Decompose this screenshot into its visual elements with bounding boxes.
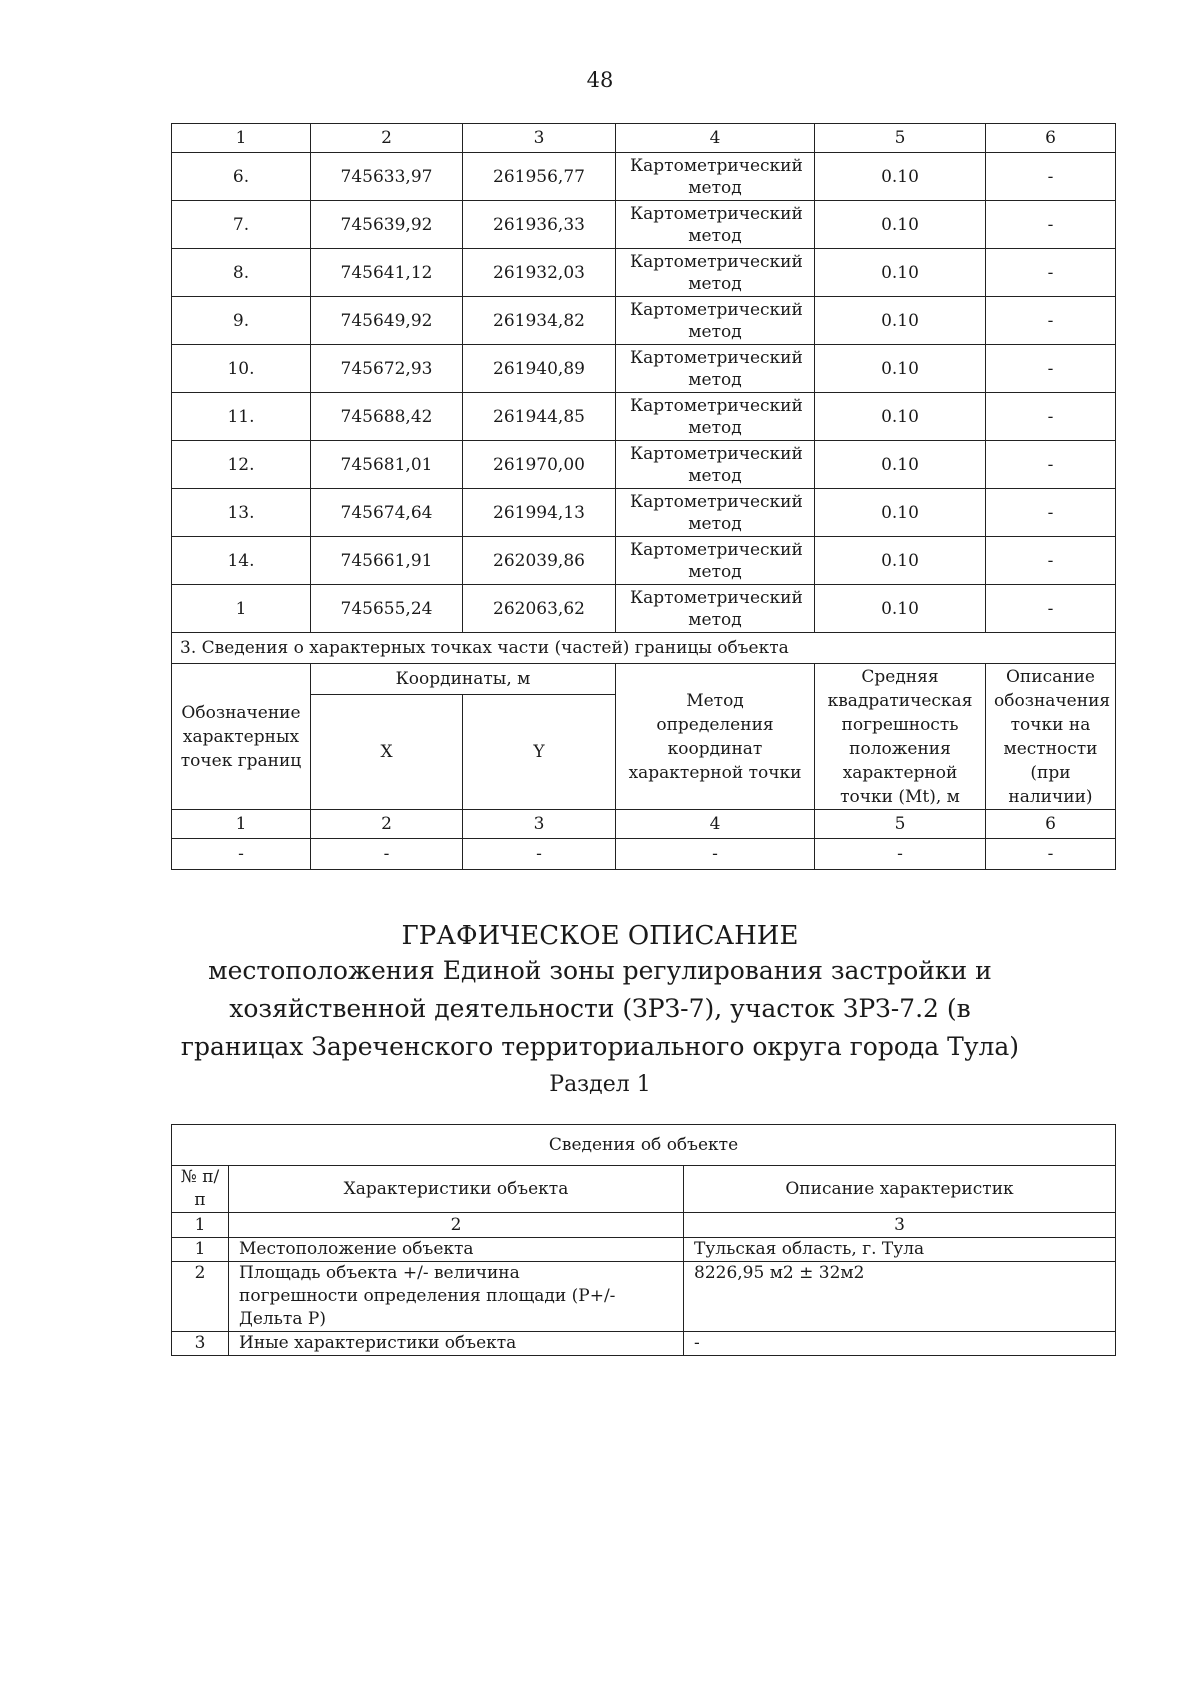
method: Картометрический метод [616,297,815,345]
characteristic: Площадь объекта +/- величина погрешности определения площади (P+/- Дельта P) [229,1262,684,1332]
method: Картометрический метод [616,489,815,537]
mt-value: 0.10 [815,537,986,585]
column-number: 2 [311,810,463,839]
column-number: 3 [684,1213,1116,1238]
column-number-row [172,1213,1116,1238]
y-coordinate: 261936,33 [463,201,616,249]
mt-value: 0.10 [815,345,986,393]
characteristic: Иные характеристики объекта [229,1332,684,1356]
y-coordinate: 261956,77 [463,153,616,201]
point-id: 9. [172,297,311,345]
page-number: 48 [586,68,614,92]
column-number: 1 [172,1213,229,1238]
column-number-row [172,810,1116,839]
method: Картометрический метод [616,153,815,201]
x-coordinate: 745655,24 [311,585,463,633]
mt-value: 0.10 [815,489,986,537]
empty-cell: - [463,839,616,870]
mt-value: 0.10 [815,393,986,441]
header-y: Y [463,695,616,810]
table-row [172,585,1116,633]
method: Картометрический метод [616,585,815,633]
method: Картометрический метод [616,201,815,249]
point-id: 6. [172,153,311,201]
object-title-row [172,1125,1116,1166]
method: Картометрический метод [616,441,815,489]
point-id: 8. [172,249,311,297]
x-coordinate: 745681,01 [311,441,463,489]
y-coordinate: 261944,85 [463,393,616,441]
object-table [171,1124,1116,1356]
object-header-row [172,1166,1116,1213]
column-number: 1 [172,124,311,153]
section-row [172,633,1116,664]
point-id: 12. [172,441,311,489]
section-3-title: 3. Сведения о характерных точках части (частей) границы объекта [172,633,1116,664]
mt-value: 0.10 [815,153,986,201]
table-row [172,297,1116,345]
table-row [172,1238,1116,1262]
table-row [172,537,1116,585]
y-coordinate: 261994,13 [463,489,616,537]
method: Картометрический метод [616,345,815,393]
table-row [172,153,1116,201]
column-number: 6 [986,124,1116,153]
column-number: 4 [616,124,815,153]
characteristic: Местоположение объекта [229,1238,684,1262]
description: - [986,537,1116,585]
x-coordinate: 745633,97 [311,153,463,201]
header-row [172,664,1116,695]
table-row [172,1262,1116,1332]
mt-value: 0.10 [815,249,986,297]
row-number: 1 [172,1238,229,1262]
empty-cell: - [986,839,1116,870]
column-number: 5 [815,124,986,153]
header-mt: Средняя квадратическая погрешность положения характерной точки (Mt), м [815,664,986,810]
row-number: 2 [172,1262,229,1332]
description: - [986,441,1116,489]
method: Картометрический метод [616,393,815,441]
table-row [172,1332,1116,1356]
description: - [986,153,1116,201]
column-number: 4 [616,810,815,839]
x-coordinate: 745639,92 [311,201,463,249]
column-number: 6 [986,810,1116,839]
column-number: 5 [815,810,986,839]
description: - [986,297,1116,345]
empty-row [172,839,1116,870]
table-row [172,345,1116,393]
column-number: 1 [172,810,311,839]
column-number: 2 [229,1213,684,1238]
method: Картометрический метод [616,249,815,297]
mt-value: 0.10 [815,441,986,489]
x-coordinate: 745641,12 [311,249,463,297]
x-coordinate: 745688,42 [311,393,463,441]
point-id: 10. [172,345,311,393]
point-id: 11. [172,393,311,441]
empty-cell: - [815,839,986,870]
header-method: Метод определения координат характерной точки [616,664,815,810]
empty-cell: - [172,839,311,870]
header-characteristic: Характеристики объекта [229,1166,684,1213]
mt-value: 0.10 [815,297,986,345]
header-num: № п/п [172,1166,229,1213]
empty-cell: - [311,839,463,870]
characteristic-value: Тульская область, г. Тула [684,1238,1116,1262]
y-coordinate: 261940,89 [463,345,616,393]
header-x: X [311,695,463,810]
x-coordinate: 745649,92 [311,297,463,345]
header-designation: Обозначение характерных точек границ [172,664,311,810]
description: - [986,249,1116,297]
y-coordinate: 261934,82 [463,297,616,345]
y-coordinate: 261932,03 [463,249,616,297]
mt-value: 0.10 [815,201,986,249]
point-id: 14. [172,537,311,585]
object-table-title: Сведения об объекте [172,1125,1116,1166]
x-coordinate: 745674,64 [311,489,463,537]
row-number: 3 [172,1332,229,1356]
point-id: 7. [172,201,311,249]
description: - [986,393,1116,441]
mt-value: 0.10 [815,585,986,633]
column-number-row [172,124,1116,153]
table-row [172,441,1116,489]
coordinates-table [171,123,1116,870]
header-description: Описание обозначения точки на местности (при наличии) [986,664,1116,810]
characteristic-value: - [684,1332,1116,1356]
x-coordinate: 745661,91 [311,537,463,585]
column-number: 2 [311,124,463,153]
column-number: 3 [463,124,616,153]
graphic-subtitle: местоположения Единой зоны регулирования застройки и хозяйственной деятельности (ЗРЗ-7), участок ЗРЗ-7.2 (в границах Зареченского территориального округа города Тула) [180,956,1020,1061]
header-coordinates: Координаты, м [311,664,616,695]
y-coordinate: 261970,00 [463,441,616,489]
column-number: 3 [463,810,616,839]
table-row [172,249,1116,297]
point-id: 1 [172,585,311,633]
empty-cell: - [616,839,815,870]
y-coordinate: 262039,86 [463,537,616,585]
table-row [172,489,1116,537]
table-row [172,201,1116,249]
header-description: Описание характеристик [684,1166,1116,1213]
table-row [172,393,1116,441]
description: - [986,201,1116,249]
method: Картометрический метод [616,537,815,585]
characteristic-value: 8226,95 м2 ± 32м2 [684,1262,1116,1332]
x-coordinate: 745672,93 [311,345,463,393]
point-id: 13. [172,489,311,537]
description: - [986,345,1116,393]
graphic-title: ГРАФИЧЕСКОЕ ОПИСАНИЕ [401,921,799,951]
description: - [986,585,1116,633]
section-label: Раздел 1 [549,1072,651,1097]
y-coordinate: 262063,62 [463,585,616,633]
description: - [986,489,1116,537]
